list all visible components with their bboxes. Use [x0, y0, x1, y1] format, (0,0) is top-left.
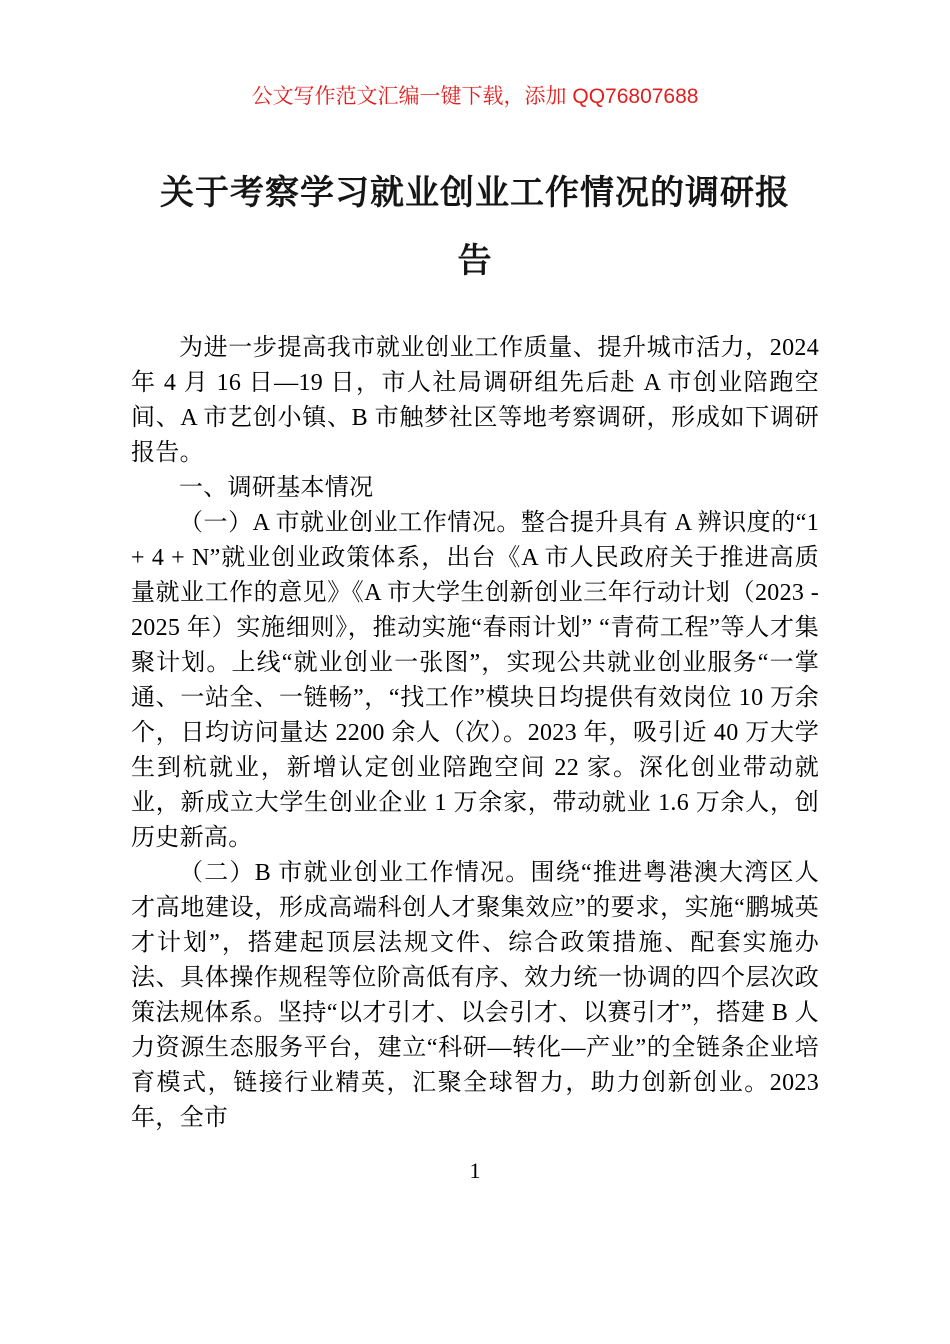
promo-banner-text: 公文写作范文汇编一键下载，添加 QQ76807688: [251, 85, 699, 108]
paragraph-city-b-situation: （二）B 市就业创业工作情况。围绕“推进粤港澳大湾区人才高地建设，形成高端科创人才聚集效应”的要求，实施“鹏城英才计划”，搭建起顶层法规文件、综合政策措施、配套实施办法、具体操作规程等位阶高低有序、效力统一协调的四个层次政策法规体系。坚持“以才引才、以会引才、以赛引才”，搭建 B 人力资源生态服务平台，建立“科研—转化—产业”的全链条企业培育模式，链接行业精英，汇聚全球智力，助力创新创业。2023 年，全市: [131, 860, 820, 1131]
section-heading-basic-situation: 一、调研基本情况: [179, 475, 374, 501]
paragraph-city-a-situation: （一）A 市就业创业工作情况。整合提升具有 A 辨识度的“1 + 4 + N”就业创业政策体系，出台《A 市人民政府关于推进高质量就业工作的意见》《A 市大学生创新创业三年行动计划（2023 - 2025 年）实施细则》，推动实施“春雨计划” “青荷工程”等人才集聚计划。上线“就业创业一张图”，实现公共就业创业服务“一掌通、一站全、一链畅”，“找工作”模块日均提供有效岗位 10 万余个，日均访问量达 2200 余人（次）。2023 年，吸引近 40 万大学生到杭就业，新增认定创业陪跑空间 22 家。深化创业带动就业，新成立大学生创业企业 1 万余家，带动就业 1.6 万余人，创历史新高。: [131, 510, 819, 851]
document-title: 关于考察学习就业创业工作情况的调研报告: [160, 174, 790, 280]
page-number: 1: [469, 1158, 481, 1183]
document-body: [131, 331, 819, 1136]
paragraph-intro: 为进一步提高我市就业创业工作质量、提升城市活力，2024 年 4 月 16 日—19 日，市人社局调研组先后赴 A 市创业陪跑空间、A 市艺创小镇、B 市触梦社区等地考察调研，形成如下调研报告。: [131, 335, 819, 466]
